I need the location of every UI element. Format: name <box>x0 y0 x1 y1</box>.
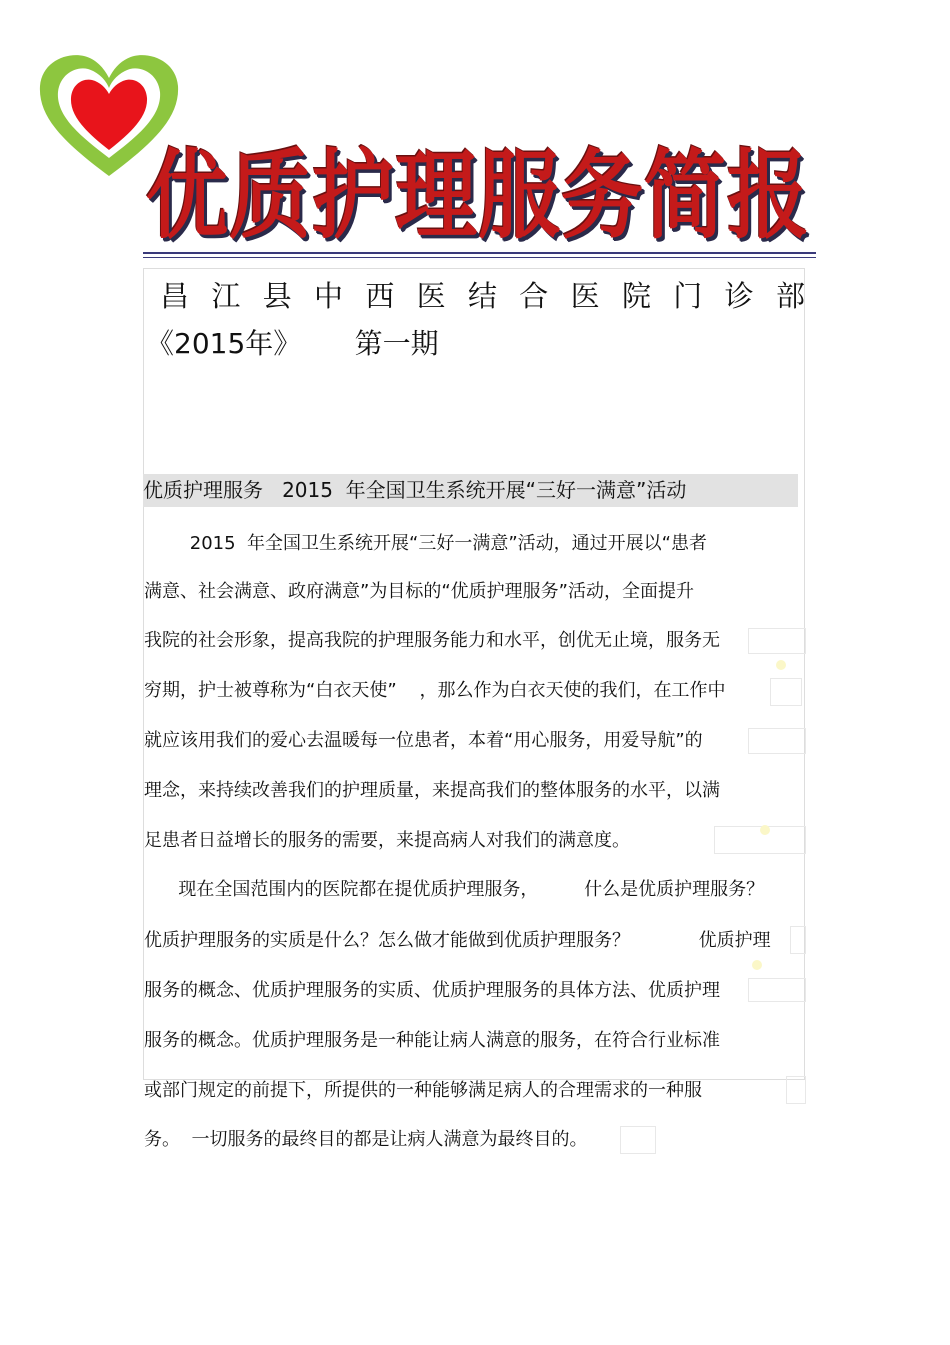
section-heading: 优质护理服务 2015 年全国卫生系统开展“三好一满意”活动 <box>143 474 798 507</box>
hospital-name-char: 昌 <box>160 279 190 313</box>
body-line: 优质护理服务的实质是什么？怎么做才能做到优质护理服务？ 优质护理 <box>144 930 771 951</box>
body-line: 我院的社会形象，提高我院的护理服务能力和水平，创优无止境，服务无 <box>144 630 720 651</box>
body-line: 穷期，护士被尊称为“白衣天使” ，那么作为白衣天使的我们，在工作中 <box>144 680 726 701</box>
body-line: 现在全国范围内的医院都在提优质护理服务， 什么是优质护理服务？ <box>144 879 765 900</box>
body-line: 或部门规定的前提下，所提供的一种能够满足病人的合理需求的一种服 <box>144 1080 702 1101</box>
body-line: 务。 一切服务的最终目的都是让病人满意为最终目的。 <box>144 1129 588 1150</box>
hospital-name-char: 西 <box>365 279 395 313</box>
body-line: 足患者日益增长的服务的需要，来提高病人对我们的满意度。 <box>144 830 630 851</box>
content-frame <box>143 268 805 1080</box>
hospital-name-char: 江 <box>211 279 241 313</box>
scan-speck <box>776 660 786 670</box>
hospital-name-char: 医 <box>570 279 600 313</box>
scan-speck <box>752 960 762 970</box>
hospital-name-char: 中 <box>313 279 343 313</box>
issue-number: 《2015年》 第一期 <box>146 327 439 360</box>
scan-artifact <box>620 1126 656 1154</box>
hospital-name-char: 县 <box>262 279 292 313</box>
hospital-name-char: 门 <box>673 279 703 313</box>
hospital-name-char: 医 <box>416 279 446 313</box>
body-line: 服务的概念。优质护理服务是一种能让病人满意的服务，在符合行业标准 <box>144 1030 720 1051</box>
masthead-title: 优质护理服务简报 <box>146 140 811 253</box>
hospital-name <box>160 276 805 316</box>
body-line: 理念，来持续改善我们的护理质量，来提高我们的整体服务的水平，以满 <box>144 780 720 801</box>
body-line: 就应该用我们的爱心去温暖每一位患者，本着“用心服务，用爱导航”的 <box>144 730 703 751</box>
scan-speck <box>760 825 770 835</box>
body-line: 2015 年全国卫生系统开展“三好一满意”活动，通过开展以“患者 <box>144 533 707 554</box>
title-divider <box>143 252 816 258</box>
body-line: 满意、社会满意、政府满意”为目标的“优质护理服务”活动，全面提升 <box>144 581 694 602</box>
scan-artifact <box>786 1076 806 1104</box>
hospital-name-char: 院 <box>621 279 651 313</box>
hospital-name-char: 合 <box>519 279 549 313</box>
hospital-name-char: 部 <box>775 279 805 313</box>
hospital-name-char: 结 <box>467 279 497 313</box>
body-line: 服务的概念、优质护理服务的实质、优质护理服务的具体方法、优质护理 <box>144 980 720 1001</box>
hospital-name-char: 诊 <box>724 279 754 313</box>
